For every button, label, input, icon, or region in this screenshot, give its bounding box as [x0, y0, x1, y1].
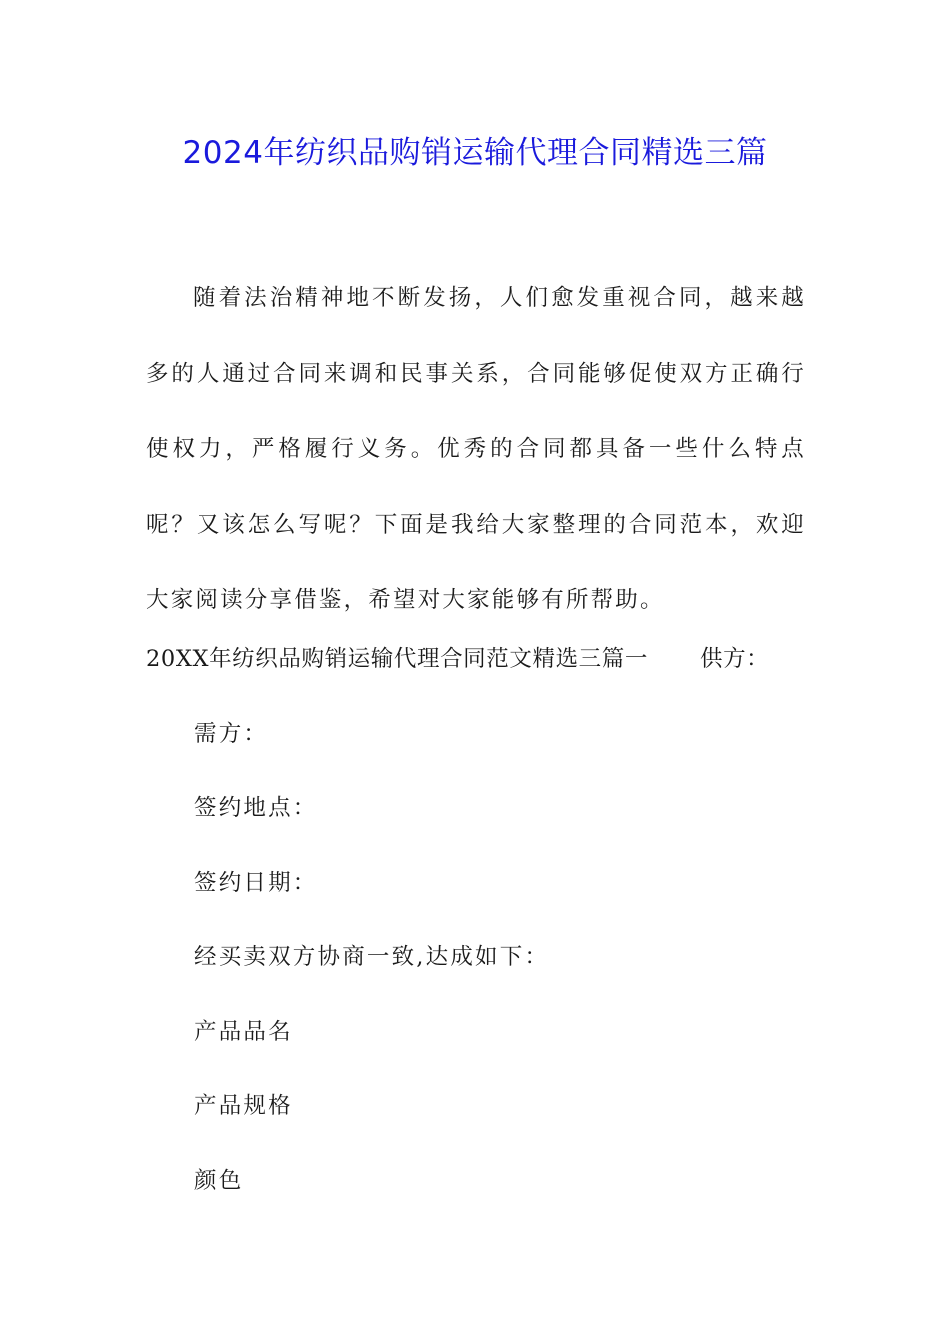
field-signing-location: 签约地点：: [194, 795, 318, 821]
document-title: 2024年纺织品购销运输代理合同精选三篇: [182, 135, 768, 171]
section-heading-line: [146, 637, 826, 681]
intro-paragraph: 随着法治精神地不断发扬，人们愈发重视合同，越来越多的人通过合同来调和民事关系，合同能够促使双方正确行使权力，严格履行义务。优秀的合同都具备一些什么特点呢？又该怎么写呢？下面是我给大家整理的合同范本，欢迎大家阅读分享借鉴，希望对大家能够有所帮助。: [146, 285, 806, 613]
field-buyer: 需方：: [194, 721, 269, 747]
section-heading: 20XX年纺织品购销运输代理合同范文精选三篇一: [146, 646, 648, 672]
field-product-name: 产品品名: [194, 1019, 293, 1045]
field-agreement-clause: 经买卖双方协商一致,达成如下：: [194, 944, 550, 970]
supplier-label: 供方：: [699, 646, 770, 672]
field-color: 颜色: [194, 1168, 244, 1194]
field-product-spec: 产品规格: [194, 1093, 293, 1119]
field-signing-date: 签约日期：: [194, 870, 318, 896]
